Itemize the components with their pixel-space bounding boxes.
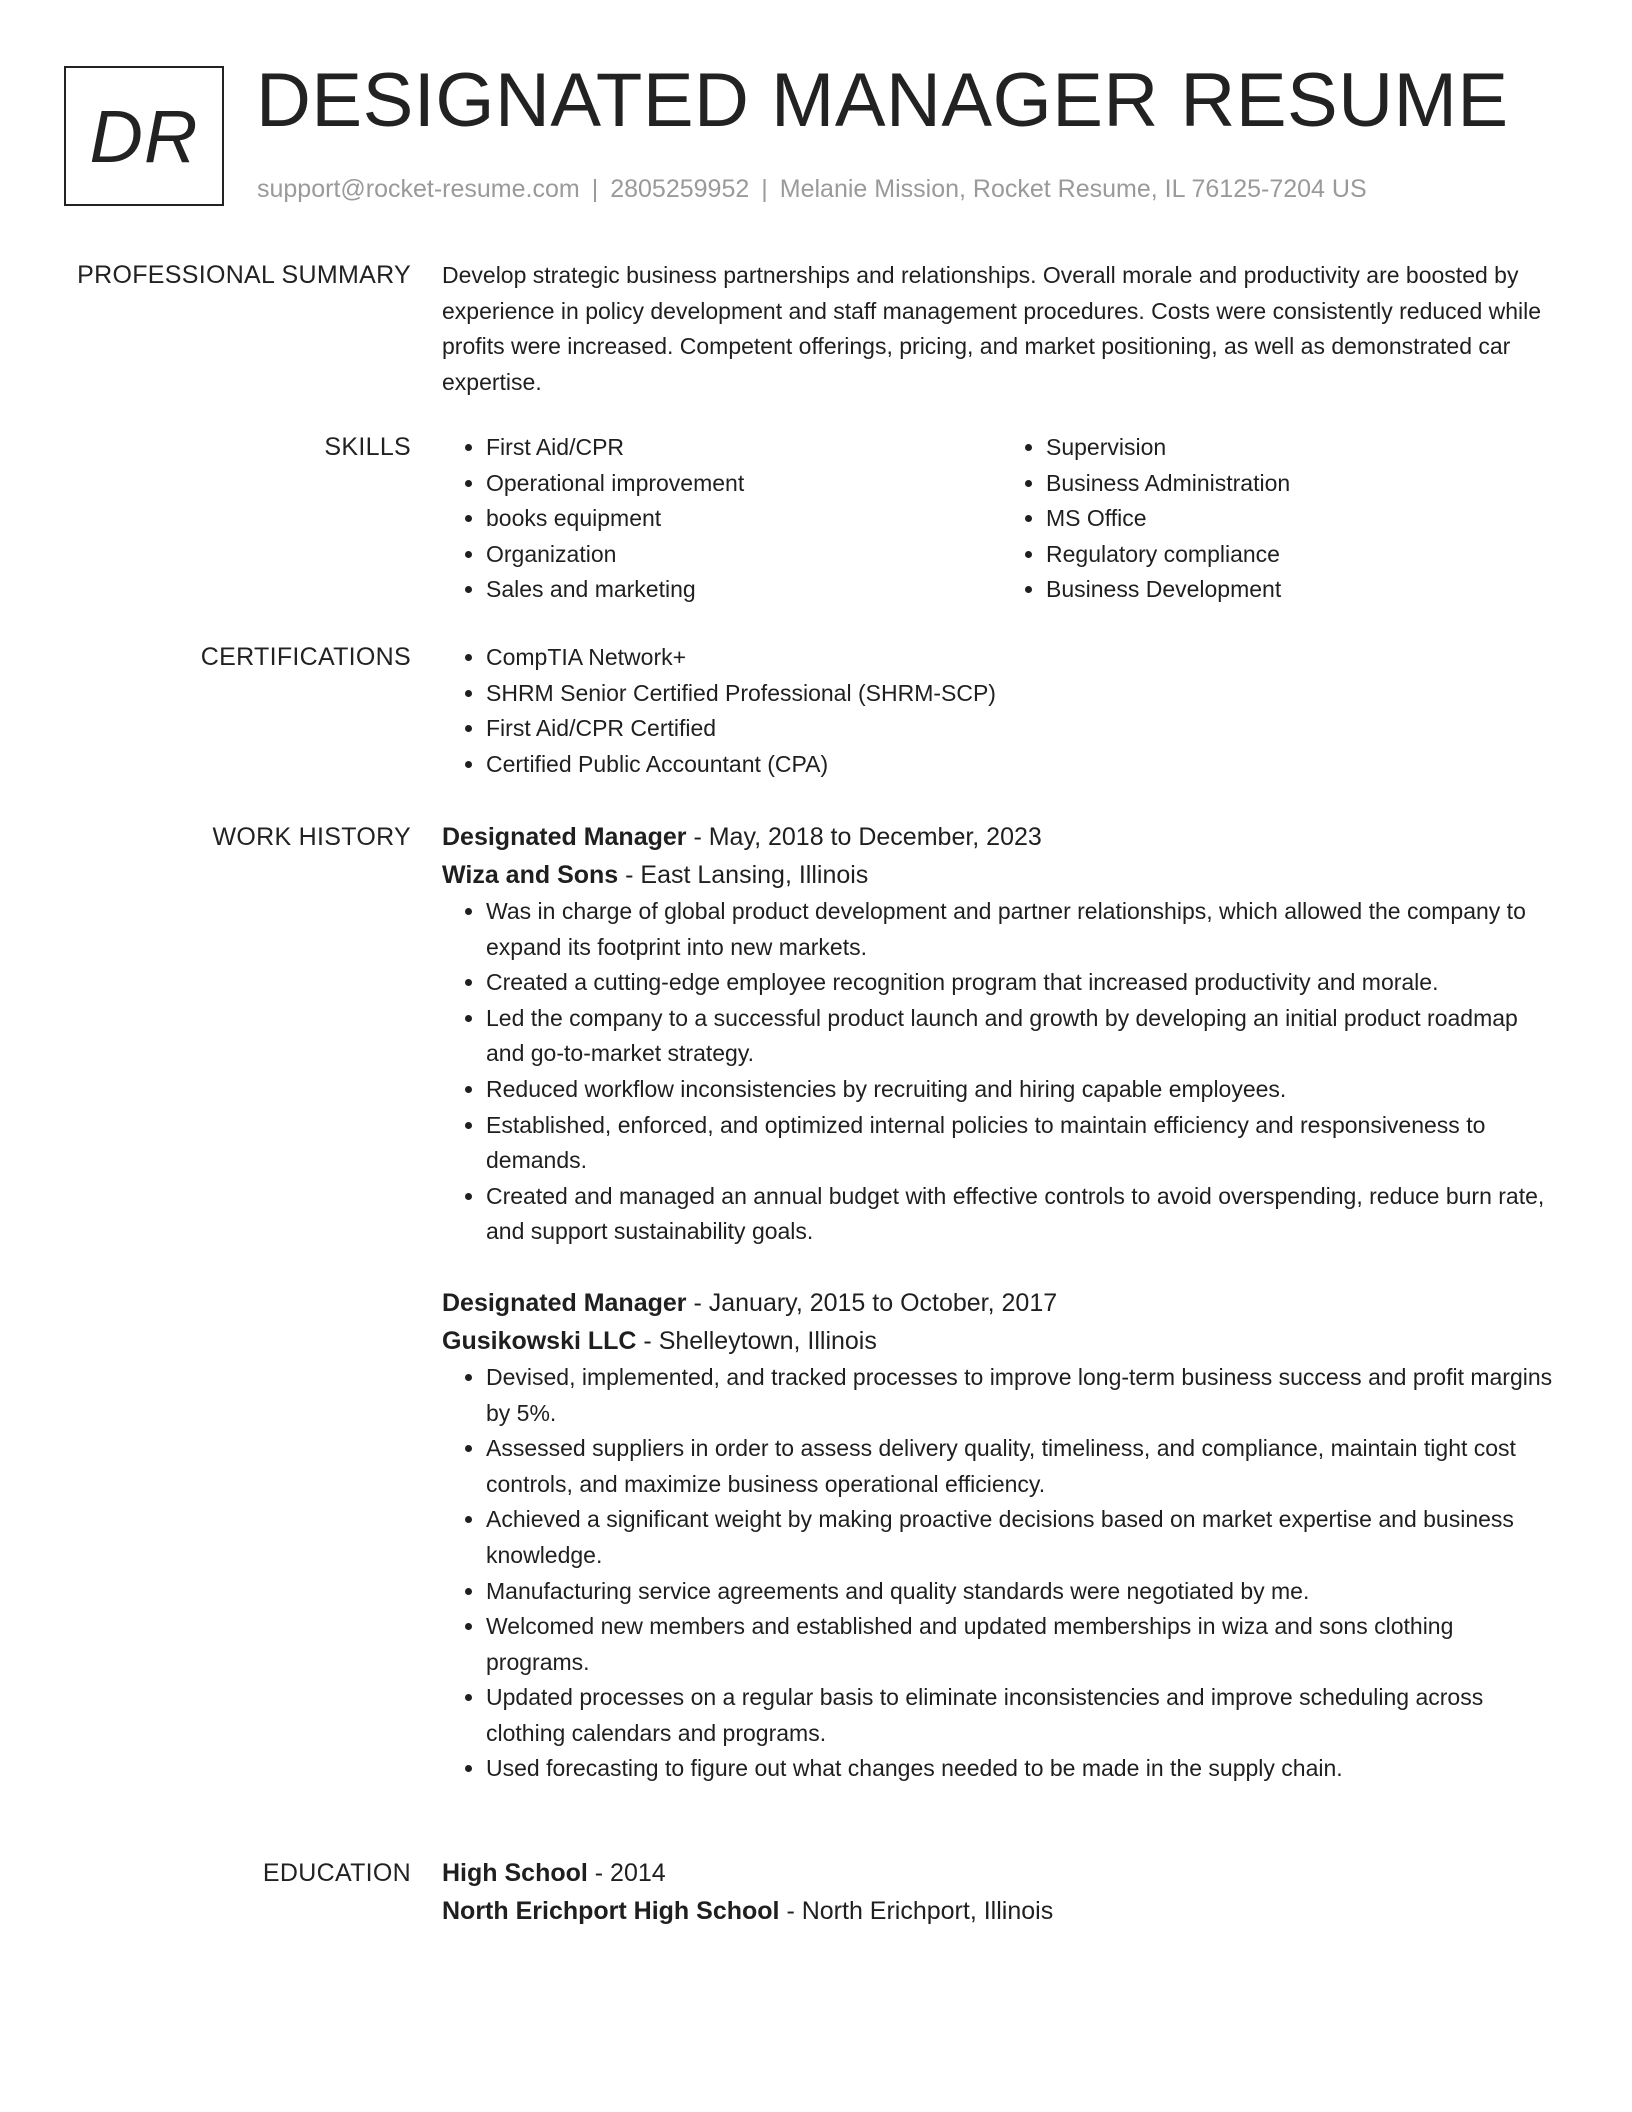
skill-item: • Organization <box>486 537 1002 573</box>
job-responsibilities <box>442 894 1562 1250</box>
monogram-box <box>64 66 224 206</box>
skills-list-right <box>1002 430 1562 608</box>
section-heading-work-history: WORK HISTORY <box>212 823 411 851</box>
job-bullet: • Devised, implemented, and tracked processes to improve long-term business success and profit margins by 5%. <box>486 1360 1562 1431</box>
job-responsibilities <box>442 1360 1562 1787</box>
summary-text: Develop strategic business partnerships and relationships. Overall morale and productivity are boosted by experience in policy development and staff management procedures. Costs were consistently reduced while profits were increased. Competent offerings, pricing, and market positioning, as well as demonstrated car expertise. <box>442 262 1542 395</box>
job-title: Designated Manager <box>442 1288 687 1317</box>
contact-separator: | <box>591 175 599 203</box>
skill-item: • MS Office <box>1046 501 1562 537</box>
job-bullet: • Assessed suppliers in order to assess delivery quality, timeliness, and compliance, maintain tight cost controls, and maximize business operational efficiency. <box>486 1431 1562 1502</box>
summary-body <box>442 258 1562 400</box>
job-location: - East Lansing, Illinois <box>618 861 869 889</box>
job-bullet: • Achieved a significant weight by making proactive decisions based on market expertise and business knowledge. <box>486 1502 1562 1573</box>
job-location: - Shelleytown, Illinois <box>636 1326 877 1355</box>
certification-item: • Certified Public Accountant (CPA) <box>486 747 1562 783</box>
certifications-list <box>442 640 1562 782</box>
job-bullet: • Used forecasting to figure out what changes needed to be made in the supply chain. <box>486 1751 1562 1787</box>
job-company: Gusikowski LLC <box>442 1326 637 1355</box>
education-location: - North Erichport, Illinois <box>779 1897 1054 1925</box>
contact-line <box>257 172 1367 206</box>
job-dates: - May, 2018 to December, 2023 <box>686 823 1042 851</box>
job-bullet: • Welcomed new members and established and updated memberships in wiza and sons clothing programs. <box>486 1609 1562 1680</box>
contact-separator: | <box>761 175 768 203</box>
skill-item: • books equipment <box>486 501 1002 537</box>
skill-item: • First Aid/CPR <box>486 430 1002 466</box>
section-heading-education: EDUCATION <box>262 1859 411 1887</box>
education-body <box>442 1854 1562 1930</box>
education-year: - 2014 <box>587 1859 666 1887</box>
job-dates: - January, 2015 to October, 2017 <box>686 1288 1058 1317</box>
job-company-line <box>442 1322 1562 1360</box>
skill-item: • Business Administration <box>1046 466 1562 502</box>
job-bullet: • Was in charge of global product development and partner relationships, which allowed the company to expand its footprint into new markets. <box>486 894 1562 965</box>
certifications-body <box>442 640 1562 782</box>
job-bullet: • Reduced workflow inconsistencies by recruiting and hiring capable employees. <box>486 1072 1562 1108</box>
section-heading-summary: PROFESSIONAL SUMMARY <box>77 261 411 289</box>
job-bullet: • Led the company to a successful product launch and growth by developing an initial product roadmap and go-to-market strategy. <box>486 1001 1562 1072</box>
job-company-line <box>442 856 1562 894</box>
job-entry <box>442 818 1562 1250</box>
job-bullet: • Created a cutting-edge employee recognition program that increased productivity and morale. <box>486 965 1562 1001</box>
section-heading-certifications: CERTIFICATIONS <box>200 643 411 671</box>
education-degree: High School <box>442 1859 588 1887</box>
certification-item: • CompTIA Network+ <box>486 640 1562 676</box>
contact-email: support@rocket-resume.com <box>257 175 580 203</box>
job-bullet: • Updated processes on a regular basis to eliminate inconsistencies and improve scheduling across clothing calendars and programs. <box>486 1680 1562 1751</box>
skill-item: • Regulatory compliance <box>1046 537 1562 573</box>
certification-item: • First Aid/CPR Certified <box>486 711 1562 747</box>
skills-list-left <box>442 430 1002 608</box>
monogram-initials: DR <box>89 94 199 178</box>
job-company: Wiza and Sons <box>442 861 619 889</box>
job-bullet: • Created and managed an annual budget with effective controls to avoid overspending, reduce burn rate, and support sustainability goals. <box>486 1179 1562 1250</box>
education-school-line <box>442 1892 1562 1930</box>
education-school: North Erichport High School <box>442 1897 780 1925</box>
contact-address: Melanie Mission, Rocket Resume, IL 76125-7204 US <box>779 175 1367 203</box>
section-heading-skills: SKILLS <box>324 433 411 461</box>
job-bullet: • Manufacturing service agreements and quality standards were negotiated by me. <box>486 1574 1562 1610</box>
job-bullet: • Established, enforced, and optimized internal policies to maintain efficiency and responsiveness to demands. <box>486 1108 1562 1179</box>
job-title-line <box>442 818 1562 856</box>
skill-item: • Operational improvement <box>486 466 1002 502</box>
skills-body <box>442 430 1562 608</box>
contact-phone: 2805259952 <box>610 175 750 203</box>
certification-item: • SHRM Senior Certified Professional (SHRM-SCP) <box>486 676 1562 712</box>
job-title: Designated Manager <box>442 823 687 851</box>
education-degree-line <box>442 1854 1562 1892</box>
job-title-line <box>442 1284 1562 1322</box>
resume-title: DESIGNATED MANAGER RESUME <box>256 58 1509 143</box>
skill-item: • Business Development <box>1046 572 1562 608</box>
work-history-body <box>442 818 1562 1787</box>
job-entry <box>442 1284 1562 1787</box>
skill-item: • Sales and marketing <box>486 572 1002 608</box>
skill-item: • Supervision <box>1046 430 1562 466</box>
